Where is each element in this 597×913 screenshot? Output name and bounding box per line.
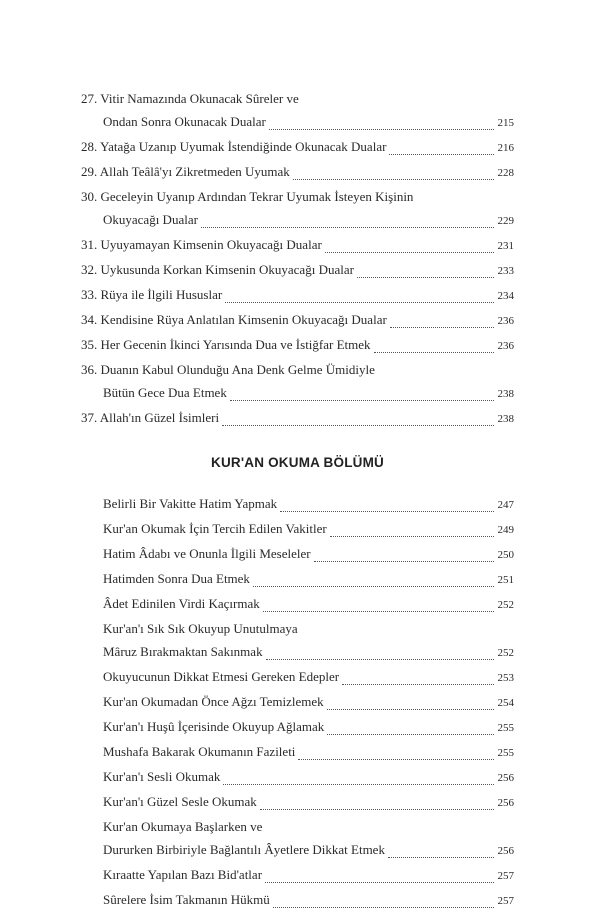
toc-entry-line (81, 233, 514, 258)
toc-entry (103, 492, 514, 517)
toc-entry (103, 765, 514, 790)
dot-leader (222, 425, 493, 426)
toc-entry-line (103, 517, 514, 542)
toc-entry-line (103, 765, 514, 790)
toc-entry (103, 740, 514, 765)
toc-entry-title: 28. Yatağa Uzanıp Uyumak İstendiğinde Okunacak Dualar (81, 139, 387, 154)
dot-leader (342, 684, 493, 685)
toc-entry (103, 790, 514, 815)
toc-entry-page-number: 228 (497, 167, 514, 179)
toc-entry-title-line: 36. Duanın Kabul Olunduğu Ana Denk Gelme Ümidiyle (81, 362, 375, 377)
toc-entry-page-number: 257 (497, 895, 514, 907)
toc-entry-title: Kur'an'ı Sesli Okumak (103, 769, 221, 784)
toc-entry-title: 29. Allah Teâlâ'yı Zikretmeden Uyumak (81, 164, 290, 179)
toc-entry-line (81, 381, 514, 406)
toc-entry (81, 406, 514, 431)
dot-leader (263, 611, 494, 612)
toc-entry-page-number: 238 (497, 388, 514, 400)
toc-entry (103, 690, 514, 715)
toc-entry-title: Kıraatte Yapılan Bazı Bid'atlar (103, 867, 263, 882)
toc-entry-page-number: 256 (497, 772, 514, 784)
toc-entry (103, 542, 514, 567)
toc-entry-line (103, 715, 514, 740)
dot-leader (201, 227, 494, 228)
toc-entry-title: 35. Her Gecenin İkinci Yarısında Dua ve İstiğfar Etmek (81, 337, 371, 352)
toc-entry-line (81, 258, 514, 283)
toc-entry-line (103, 690, 514, 715)
toc-entry (81, 87, 514, 135)
toc-entry-title: Hatimden Sonra Dua Etmek (103, 571, 250, 586)
dot-leader (280, 511, 493, 512)
toc-entry (81, 333, 514, 358)
toc-entry-line (81, 333, 514, 358)
toc-entry-page-number: 215 (497, 117, 514, 129)
toc-entry-page-number: 216 (497, 142, 514, 154)
toc-entry-page-number: 255 (497, 722, 514, 734)
toc-entry-title: Mâruz Bırakmaktan Sakınmak (103, 644, 263, 659)
toc-entry-page-number: 238 (497, 413, 514, 425)
toc-entry-page-number: 236 (497, 315, 514, 327)
toc-entry-line (103, 863, 514, 888)
toc-entry-title-line: Kur'an Okumaya Başlarken ve (103, 819, 263, 834)
dot-leader (314, 561, 494, 562)
toc-entry-page-number: 256 (497, 845, 514, 857)
dot-leader (298, 759, 493, 760)
toc-entry (81, 283, 514, 308)
dot-leader (327, 709, 494, 710)
toc-entry-line (103, 592, 514, 617)
toc-entry-title: Okuyacağı Dualar (103, 212, 198, 227)
toc-entry-title: Âdet Edinilen Virdi Kaçırmak (103, 596, 260, 611)
toc-entry-page-number: 231 (497, 240, 514, 252)
toc-entry-title: Okuyucunun Dikkat Etmesi Gereken Edepler (103, 669, 340, 684)
toc-entry-line (103, 740, 514, 765)
toc-entry-line (103, 640, 514, 665)
toc-entry (81, 308, 514, 333)
toc-entry (103, 617, 514, 665)
toc-entry-title: Mushafa Bakarak Okumanın Fazileti (103, 744, 296, 759)
dot-leader (357, 277, 494, 278)
toc-entry-line (81, 110, 514, 135)
toc-entry-title: 33. Rüya ile İlgili Hususlar (81, 287, 223, 302)
dot-leader (265, 882, 493, 883)
toc-entry-title-line: 27. Vitir Namazında Okunacak Sûreler ve (81, 91, 299, 106)
toc-entry-page-number: 247 (497, 499, 514, 511)
numbered-entry-list (81, 87, 514, 431)
toc-entry (81, 358, 514, 406)
dot-leader (327, 734, 493, 735)
dot-leader (225, 302, 493, 303)
dot-leader (273, 907, 494, 908)
toc-entry (81, 233, 514, 258)
toc-entry (81, 185, 514, 233)
dot-leader (325, 252, 494, 253)
toc-entry-page-number: 236 (497, 340, 514, 352)
toc-entry-title: Bütün Gece Dua Etmek (103, 385, 227, 400)
toc-entry (103, 592, 514, 617)
toc-entry (103, 567, 514, 592)
table-of-contents (81, 87, 514, 913)
dot-leader (269, 129, 494, 130)
toc-entry-title-line: 30. Geceleyin Uyanıp Ardından Tekrar Uyumak İsteyen Kişinin (81, 189, 414, 204)
toc-entry-title: Kur'an'ı Güzel Sesle Okumak (103, 794, 257, 809)
dot-leader (389, 154, 493, 155)
section-title: KUR'AN OKUMA BÖLÜMÜ (211, 455, 384, 470)
toc-entry-page-number: 255 (497, 747, 514, 759)
toc-entry-title: Hatim Âdabı ve Onunla İlgili Meseleler (103, 546, 311, 561)
toc-entry-line (81, 208, 514, 233)
toc-entry-page-number: 251 (497, 574, 514, 586)
toc-entry-page-number: 234 (497, 290, 514, 302)
toc-entry-page-number: 252 (497, 599, 514, 611)
dot-leader (260, 809, 494, 810)
toc-entry (103, 517, 514, 542)
toc-entry-line (81, 283, 514, 308)
dot-leader (390, 327, 494, 328)
toc-entry-line (103, 542, 514, 567)
toc-entry-line (81, 308, 514, 333)
toc-entry-line (103, 567, 514, 592)
toc-entry-line (103, 665, 514, 690)
dot-leader (293, 179, 494, 180)
toc-entry-title-line: Kur'an'ı Sık Sık Okuyup Unutulmaya (103, 621, 298, 636)
toc-entry-line (81, 406, 514, 431)
toc-entry-page-number: 233 (497, 265, 514, 277)
toc-entry-line (81, 135, 514, 160)
toc-entry (103, 815, 514, 863)
toc-entry (81, 135, 514, 160)
toc-entry-line (103, 492, 514, 517)
toc-entry-title: Belirli Bir Vakitte Hatim Yapmak (103, 496, 278, 511)
toc-entry-page-number: 229 (497, 215, 514, 227)
toc-entry (81, 160, 514, 185)
toc-entry-page-number: 252 (497, 647, 514, 659)
toc-entry-page-number: 249 (497, 524, 514, 536)
dot-leader (230, 400, 494, 401)
toc-entry (103, 863, 514, 888)
toc-entry-title: 34. Kendisine Rüya Anlatılan Kimsenin Okuyacağı Dualar (81, 312, 387, 327)
toc-entry (103, 665, 514, 690)
toc-entry (103, 715, 514, 740)
toc-entry-title: Kur'an Okumadan Önce Ağzı Temizlemek (103, 694, 324, 709)
dot-leader (388, 857, 494, 858)
toc-entry-line (103, 888, 514, 913)
toc-entry-title: Ondan Sonra Okunacak Dualar (103, 114, 266, 129)
toc-entry-page-number: 257 (497, 870, 514, 882)
dot-leader (330, 536, 494, 537)
toc-entry-title: Kur'an'ı Huşû İçerisinde Okuyup Ağlamak (103, 719, 325, 734)
toc-entry-page-number: 254 (497, 697, 514, 709)
toc-entry (81, 258, 514, 283)
toc-entry-title: 31. Uyuyamayan Kimsenin Okuyacağı Dualar (81, 237, 322, 252)
toc-entry-page-number: 250 (497, 549, 514, 561)
toc-entry-line (103, 790, 514, 815)
toc-entry-page-number: 256 (497, 797, 514, 809)
dot-leader (223, 784, 493, 785)
toc-entry-page-number: 253 (497, 672, 514, 684)
toc-entry-title: 32. Uykusunda Korkan Kimsenin Okuyacağı Dualar (81, 262, 354, 277)
dot-leader (266, 659, 494, 660)
toc-entry-line (81, 160, 514, 185)
toc-entry-title: Dururken Birbiriyle Bağlantılı Âyetlere Dikkat Etmek (103, 842, 385, 857)
toc-entry-title: Sûrelere İsim Takmanın Hükmü (103, 892, 270, 907)
dot-leader (253, 586, 494, 587)
toc-entry-title: 37. Allah'ın Güzel İsimleri (81, 410, 220, 425)
toc-entry (103, 888, 514, 913)
toc-entry-line (103, 838, 514, 863)
dot-leader (374, 352, 494, 353)
toc-entry-title: Kur'an Okumak İçin Tercih Edilen Vakitler (103, 521, 327, 536)
